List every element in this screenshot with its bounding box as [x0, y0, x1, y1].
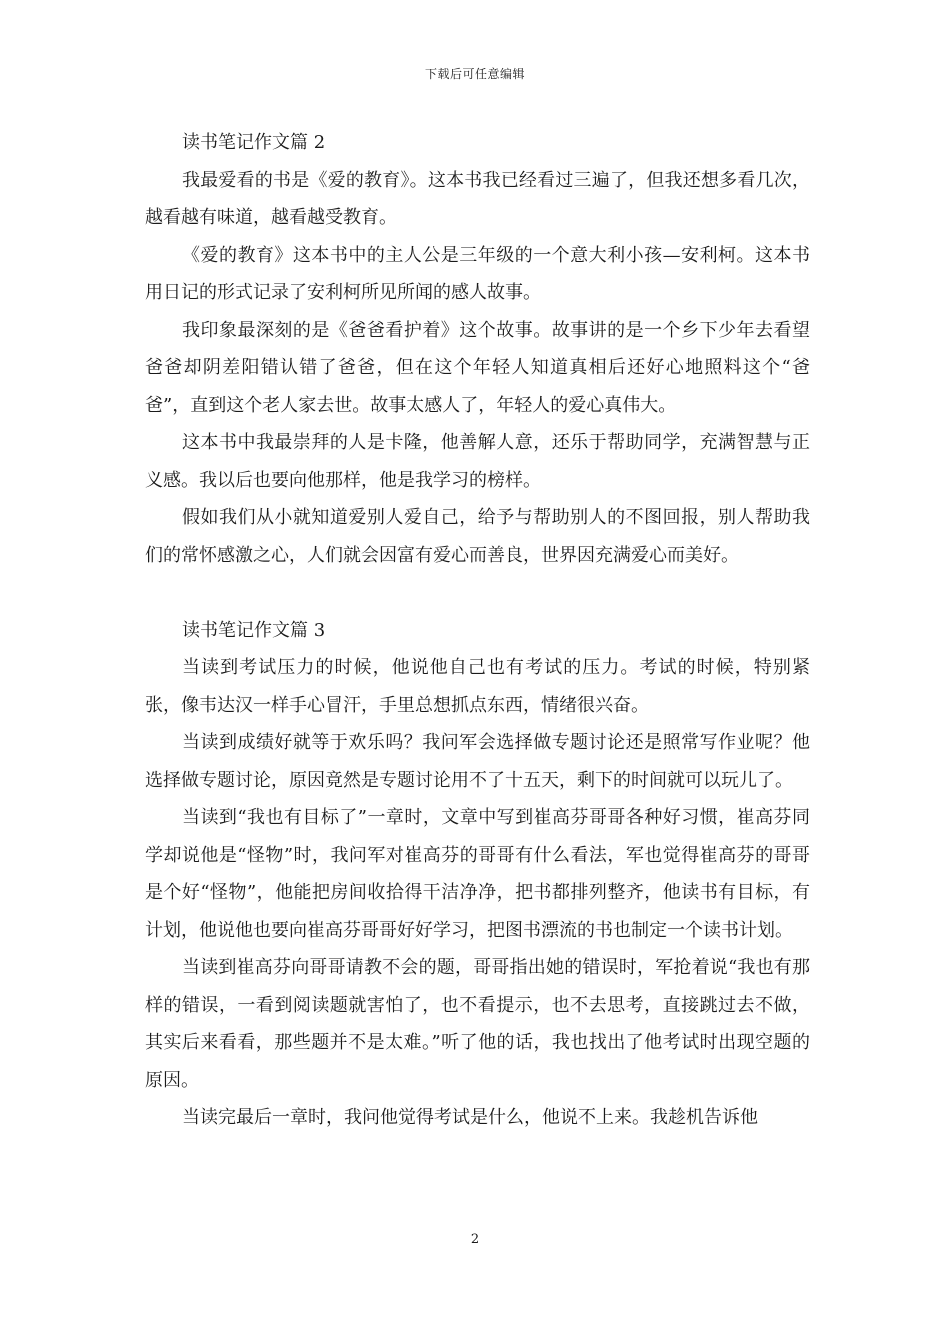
- page-number: 2: [470, 1232, 480, 1247]
- page-header: 下载后可任意编辑: [424, 67, 525, 81]
- paragraph: 这本书中我最崇拜的人是卡隆，他善解人意，还乐于帮助同学，充满智慧与正义感。我以后也要向他那样，他是我学习的榜样。: [145, 432, 810, 491]
- paragraph: 当读到“我也有目标了”一章时，文章中写到崔高芬哥哥各种好习惯，崔高芬同学却说他是“怪物”时，我问军对崔高芬的哥哥有什么看法，军也觉得崔高芬的哥哥是个好“怪物”，他能把房间收拾得干洁净净，把书都排列整齐，他读书有目标，有计划，他说他也要向崔高芬哥哥好好学习，把图书漂流的书也制定一个读书计划。: [145, 807, 810, 941]
- document-body: [145, 124, 810, 1137]
- paragraph: 当读完最后一章时，我问他觉得考试是什么，他说不上来。我趁机告诉他: [182, 1107, 758, 1128]
- section-title: 读书笔记作文篇 3: [182, 619, 326, 641]
- paragraph: 假如我们从小就知道爱别人爱自己，给予与帮助别人的不图回报，别人帮助我们的常怀感激之心，人们就会因富有爱心而善良，世界因充满爱心而美好。: [145, 507, 810, 566]
- section-essay-3: [145, 612, 810, 1137]
- paragraph: 我印象最深刻的是《爸爸看护着》这个故事。故事讲的是一个乡下少年去看望爸爸却阴差阳错认错了爸爸，但在这个年轻人知道真相后还好心地照料这个“爸爸”，直到这个老人家去世。故事太感人了，年轻人的爱心真伟大。: [145, 319, 810, 416]
- paragraph: 当读到考试压力的时候，他说他自己也有考试的压力。考试的时候，特别紧张，像韦达汉一样手心冒汗，手里总想抓点东西，情绪很兴奋。: [145, 657, 810, 716]
- paragraph: 当读到成绩好就等于欢乐吗？我问军会选择做专题讨论还是照常写作业呢？他选择做专题讨论，原因竟然是专题讨论用不了十五天，剩下的时间就可以玩儿了。: [145, 732, 810, 791]
- section-spacer: [145, 574, 810, 612]
- section-title: 读书笔记作文篇 2: [182, 132, 326, 153]
- paragraph: 《爱的教育》这本书中的主人公是三年级的一个意大利小孩—安利柯。这本书用日记的形式记录了安利柯所见所闻的感人故事。: [145, 244, 810, 303]
- section-essay-2: [145, 124, 810, 574]
- paragraph: 我最爱看的书是《爱的教育》。这本书我已经看过三遍了，但我还想多看几次，越看越有味道，越看越受教育。: [145, 169, 810, 228]
- paragraph: 当读到崔高芬向哥哥请教不会的题，哥哥指出她的错误时，军抢着说“我也有那样的错误，一看到阅读题就害怕了，也不看提示，也不去思考，直接跳过去不做，其实后来看看，那些题并不是太难。”听了他的话，我也找出了他考试时出现空题的原因。: [145, 957, 810, 1091]
